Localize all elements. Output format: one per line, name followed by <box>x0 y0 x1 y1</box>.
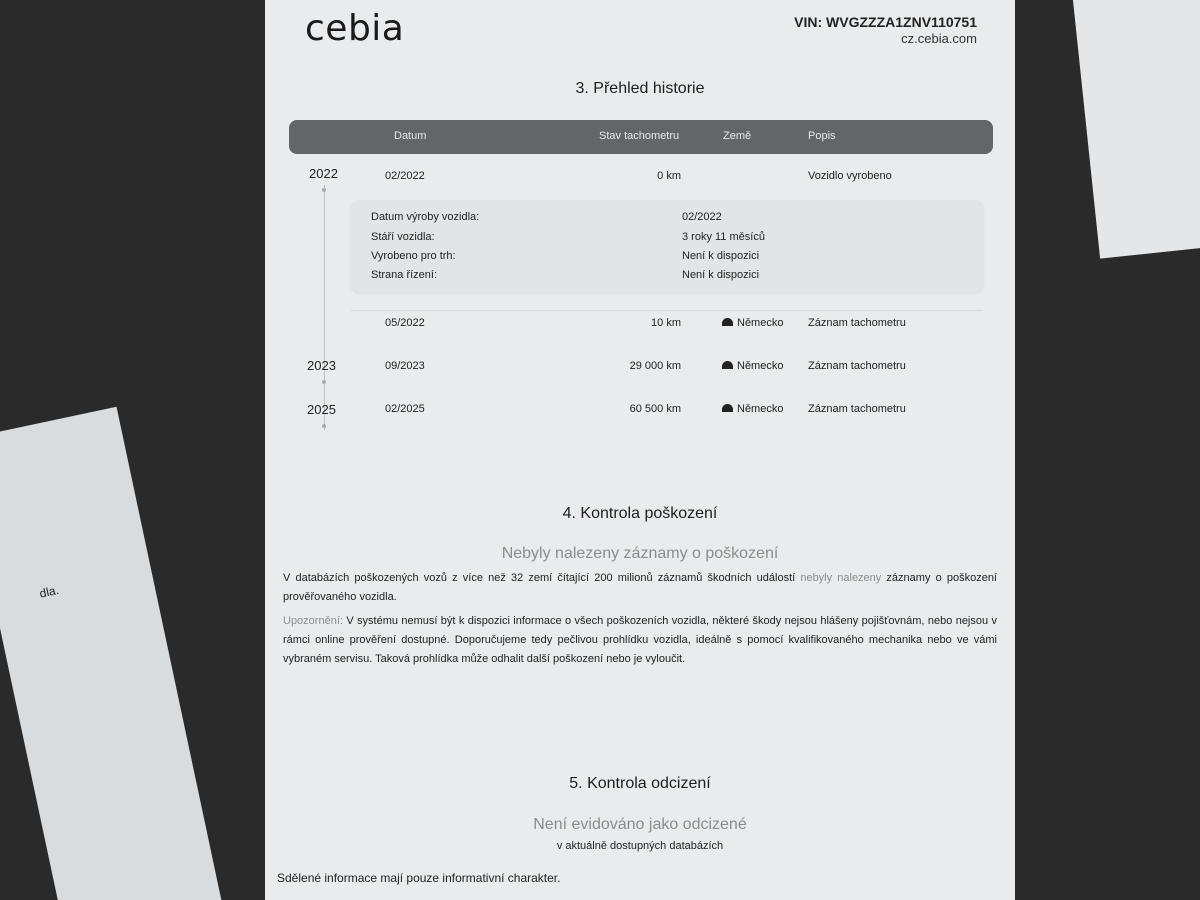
flag-icon <box>722 361 733 369</box>
history-title: 3. Přehled historie <box>575 80 705 97</box>
country-name: Německo <box>737 317 784 329</box>
row-description: Záznam tachometru <box>808 403 906 415</box>
theft-title: 5. Kontrola odcizení <box>569 775 711 792</box>
column-odometer: Stav tachometru <box>599 130 680 142</box>
warning-paragraph <box>283 612 997 669</box>
detail-row <box>371 231 971 243</box>
detail-value: 3 roky 11 měsíců <box>682 231 765 243</box>
row-date: 09/2023 <box>385 360 425 372</box>
warning-text: V systému nemusí být k dispozici informace o všech poškozeních vozidla, některé škody nejsou hlášeny pojišťovnám, nebo nejsou v rámci online prověření dostupné. Doporučujeme tedy pečlivou prohlídku vozidla, ideálně s pomocí kvalifikovaného mechanika nebo ve vámi vybraném servisu. Taková prohlídka může odhalit další poškození nebo je vyloučit. <box>283 615 997 665</box>
row-odometer: 10 km <box>651 317 681 329</box>
background-paper-right <box>1071 0 1200 259</box>
row-description: Vozidlo vyrobeno <box>808 170 892 182</box>
vin-block <box>794 14 977 46</box>
timeline-dot <box>322 424 326 428</box>
row-country <box>722 403 783 415</box>
row-country <box>722 317 783 329</box>
damage-result: Nebyly nalezeny záznamy o poškození <box>501 545 779 562</box>
damage-text: záznamy o poškození prověřovaného vozidla. <box>283 572 997 603</box>
footer-note: Sdělené informace mají pouze informativní charakter. <box>277 871 561 885</box>
column-date: Datum <box>394 130 427 142</box>
detail-value: Není k dispozici <box>682 269 760 281</box>
row-description: Záznam tachometru <box>808 360 906 372</box>
theft-result: Není evidováno jako odcizené <box>533 816 747 833</box>
row-odometer: 0 km <box>657 170 681 182</box>
year-label: 2025 <box>307 402 336 417</box>
row-date: 02/2022 <box>385 170 425 182</box>
row-odometer: 29 000 km <box>629 360 681 372</box>
flag-icon <box>722 318 733 326</box>
detail-label: Vyrobeno pro trh: <box>371 250 456 262</box>
damage-text: V databázích poškozených vozů z více než 32 zemí čítající 200 milionů záznamů škodních událostí <box>283 572 801 584</box>
vin-number: VIN: WVGZZZA1ZNV110751 <box>794 14 977 30</box>
history-row <box>265 403 1015 423</box>
detail-row <box>371 269 971 281</box>
row-divider <box>351 310 983 311</box>
damage-paragraph <box>283 569 997 607</box>
timeline-dot <box>322 380 326 384</box>
detail-value: Není k dispozici <box>682 250 760 262</box>
column-description: Popis <box>808 130 836 142</box>
row-description: Záznam tachometru <box>808 317 906 329</box>
detail-value: 02/2022 <box>682 211 722 223</box>
column-country: Země <box>723 130 752 142</box>
history-row <box>265 170 1015 190</box>
row-country <box>722 360 783 372</box>
detail-row <box>371 211 971 223</box>
background-paper-left <box>0 407 225 900</box>
background-text-fragment: dla. <box>38 582 61 601</box>
detail-label: Stáří vozidla: <box>371 231 435 243</box>
flag-icon <box>722 404 733 412</box>
year-label: 2023 <box>307 358 336 373</box>
detail-label: Strana řízení: <box>371 269 438 281</box>
timeline-line <box>324 185 325 430</box>
year-label: 2022 <box>309 166 338 181</box>
row-odometer: 60 500 km <box>629 403 681 415</box>
detail-row <box>371 250 971 262</box>
vehicle-details-box <box>351 200 983 292</box>
history-row <box>265 360 1015 380</box>
detail-label: Datum výroby vozidla: <box>371 211 480 223</box>
history-table-header <box>289 120 993 154</box>
site-url: cz.cebia.com <box>901 31 977 46</box>
country-name: Německo <box>737 403 784 415</box>
damage-title: 4. Kontrola poškození <box>562 505 718 522</box>
cebia-logo: cebia <box>305 8 405 49</box>
row-date: 02/2025 <box>385 403 425 415</box>
warning-label: Upozornění: <box>283 615 343 627</box>
history-row <box>265 317 1015 337</box>
theft-note: v aktuálně dostupných databázích <box>556 840 724 852</box>
row-date: 05/2022 <box>385 317 425 329</box>
report-page <box>265 0 1015 900</box>
country-name: Německo <box>737 360 784 372</box>
damage-highlight: nebyly nalezeny <box>800 572 882 584</box>
